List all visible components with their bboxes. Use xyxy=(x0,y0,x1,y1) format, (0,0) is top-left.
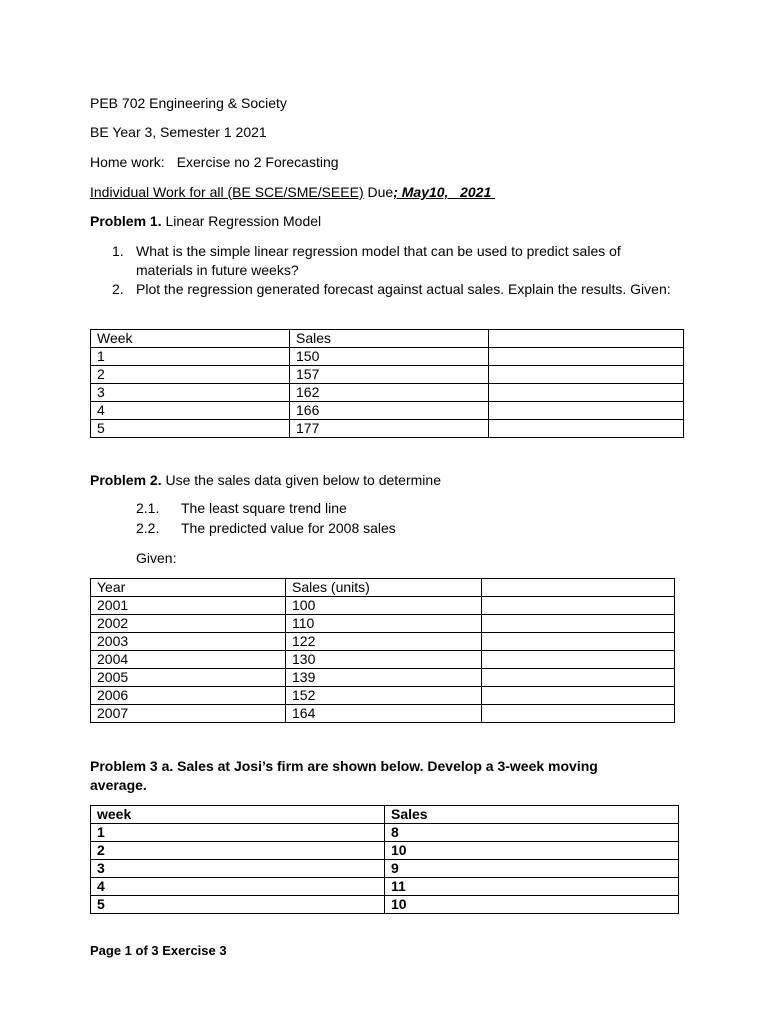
table-cell: 139 xyxy=(286,669,482,687)
list-text: The least square trend line xyxy=(181,500,347,516)
table-cell xyxy=(489,384,684,402)
table-cell: 5 xyxy=(91,420,290,438)
due-date: ; May10, 2021 xyxy=(393,184,496,200)
table-header-cell: Sales xyxy=(385,806,679,824)
table-cell: 11 xyxy=(385,878,679,896)
table-row xyxy=(91,597,675,615)
homework-line xyxy=(90,153,339,171)
problem1-label: Problem 1. xyxy=(90,213,162,229)
table-cell xyxy=(482,597,675,615)
list-text: Plot the regression generated forecast against actual sales. Explain the results. Given: xyxy=(136,281,671,297)
table-row xyxy=(91,633,675,651)
problem3-heading-line1: Problem 3 a. Sales at Josi’s firm are shown below. Develop a 3-week moving xyxy=(90,758,598,774)
table-header-cell: Sales (units) xyxy=(286,579,482,597)
table-header-cell xyxy=(489,330,684,348)
table-row xyxy=(91,348,684,366)
table-cell: 2 xyxy=(91,842,385,860)
table-cell: 152 xyxy=(286,687,482,705)
table-header-cell: week xyxy=(91,806,385,824)
problem1-table xyxy=(90,329,684,438)
table-header-row xyxy=(91,330,684,348)
problem1-heading xyxy=(90,212,321,230)
table-cell: 4 xyxy=(91,878,385,896)
table-cell xyxy=(482,705,675,723)
table-cell: 1 xyxy=(91,824,385,842)
list-item xyxy=(90,280,680,299)
table-cell xyxy=(482,651,675,669)
problem1-list xyxy=(90,242,680,299)
table-cell: 2 xyxy=(91,366,290,384)
table-cell xyxy=(489,402,684,420)
individual-work-text: Individual Work for all (BE SCE/SME/SEEE) xyxy=(90,184,364,200)
problem1-title: Linear Regression Model xyxy=(161,213,322,229)
table-cell xyxy=(482,669,675,687)
table-cell: 2005 xyxy=(91,669,286,687)
table-header-cell xyxy=(482,579,675,597)
homework-label: Home work: xyxy=(90,154,165,170)
table-row xyxy=(91,366,684,384)
table-cell: 2002 xyxy=(91,615,286,633)
table-row xyxy=(91,402,684,420)
table-cell xyxy=(482,633,675,651)
problem3-heading-line2: average. xyxy=(90,777,147,793)
table-row xyxy=(91,705,675,723)
table-cell: 9 xyxy=(385,860,679,878)
list-text: The predicted value for 2008 sales xyxy=(181,520,396,536)
table-row xyxy=(91,878,679,896)
table-row xyxy=(91,615,675,633)
table-cell: 177 xyxy=(290,420,489,438)
table-cell xyxy=(489,366,684,384)
list-item xyxy=(90,242,680,280)
table-row xyxy=(91,669,675,687)
table-cell xyxy=(482,615,675,633)
table-cell: 100 xyxy=(286,597,482,615)
table-cell: 166 xyxy=(290,402,489,420)
table-row xyxy=(91,860,679,878)
table-cell: 122 xyxy=(286,633,482,651)
list-number: 2.1. xyxy=(136,500,160,516)
table-header-cell: Year xyxy=(91,579,286,597)
table-cell: 2006 xyxy=(91,687,286,705)
table-cell: 2001 xyxy=(91,597,286,615)
list-item xyxy=(136,519,396,537)
list-text: What is the simple linear regression model that can be used to predict sales of materials in future weeks? xyxy=(136,243,621,278)
page-footer: Page 1 of 3 Exercise 3 xyxy=(90,943,227,958)
table-row xyxy=(91,824,679,842)
table-cell: 1 xyxy=(91,348,290,366)
table-header-cell: Week xyxy=(91,330,290,348)
table-header-cell: Sales xyxy=(290,330,489,348)
table-cell xyxy=(489,420,684,438)
table-cell: 8 xyxy=(385,824,679,842)
problem3-table xyxy=(90,805,679,914)
table-cell xyxy=(482,687,675,705)
list-number: 2. xyxy=(112,281,124,297)
problem2-title: Use the sales data given below to determine xyxy=(161,472,441,488)
table-row xyxy=(91,842,679,860)
table-cell: 10 xyxy=(385,896,679,914)
homework-title: Exercise no 2 Forecasting xyxy=(176,154,339,170)
table-cell: 157 xyxy=(290,366,489,384)
table-cell: 162 xyxy=(290,384,489,402)
table-row xyxy=(91,651,675,669)
given-label: Given: xyxy=(136,550,177,566)
table-row xyxy=(91,384,684,402)
table-cell: 164 xyxy=(286,705,482,723)
list-item xyxy=(136,499,347,517)
due-label: Due xyxy=(363,184,394,200)
table-cell: 4 xyxy=(91,402,290,420)
problem2-heading xyxy=(90,471,441,489)
table-cell: 110 xyxy=(286,615,482,633)
individual-work-line xyxy=(90,183,495,201)
table-header-row xyxy=(91,579,675,597)
year-semester: BE Year 3, Semester 1 2021 xyxy=(90,124,267,140)
table-cell: 10 xyxy=(385,842,679,860)
course-title: PEB 702 Engineering & Society xyxy=(90,95,287,111)
table-cell xyxy=(489,348,684,366)
problem2-label: Problem 2. xyxy=(90,472,162,488)
table-header-row xyxy=(91,806,679,824)
table-row xyxy=(91,420,684,438)
table-cell: 5 xyxy=(91,896,385,914)
table-row xyxy=(91,687,675,705)
table-cell: 3 xyxy=(91,860,385,878)
table-cell: 2004 xyxy=(91,651,286,669)
table-cell: 150 xyxy=(290,348,489,366)
table-cell: 130 xyxy=(286,651,482,669)
problem2-table xyxy=(90,578,675,723)
list-number: 2.2. xyxy=(136,520,160,536)
table-cell: 3 xyxy=(91,384,290,402)
table-cell: 2007 xyxy=(91,705,286,723)
list-number: 1. xyxy=(112,243,124,259)
table-row xyxy=(91,896,679,914)
table-cell: 2003 xyxy=(91,633,286,651)
